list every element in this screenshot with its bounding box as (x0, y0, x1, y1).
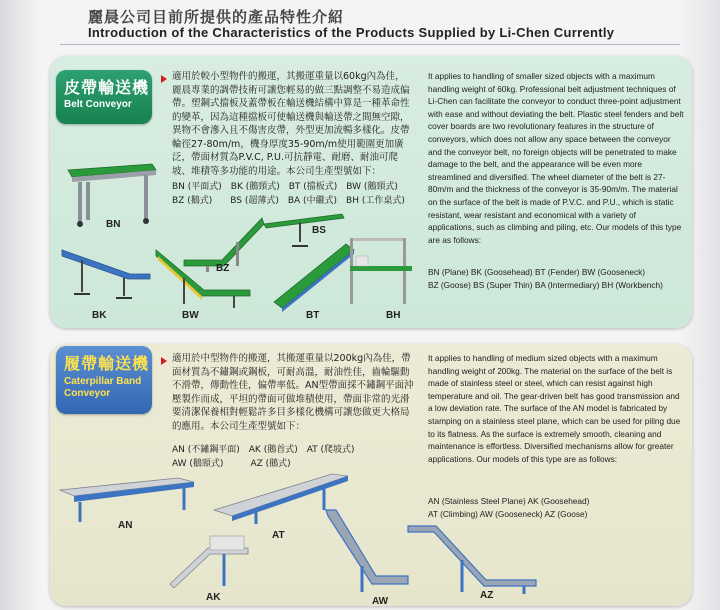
bt-label: BT (306, 310, 320, 321)
az-label: AZ (480, 590, 494, 601)
caterpillar-description-english: It applies to handling of medium sized objects with a maximum handling weight of 200kg. The material on the surface of the belt is made of stainless steel or steel, which can resist against high temperature and oil. The gear-driven belt has good transmission and a low deviation rate. The surface of the AN model is fabricated by stamping on a stainless steel plane, which can be used for piling due to its flatness. As the surface is extremely smooth, cleaning and maintenance is effortless. Diversified mechanisms allow for greater applications. Our models of this type are as follows: (428, 353, 681, 464)
bh-conveyor-image (346, 236, 418, 312)
bk-conveyor-image (60, 246, 156, 306)
ak-conveyor-image (168, 528, 258, 590)
belt-description-english: It applies to handling of smaller sized objects with a maximum handling weight of 60kg. Professional belt adjustment techniques of Li-Chen can facilitate the conveyor to conduct three-point adjustment with ease and without deviating the belt. Plastic steel fenders and belt cover boards are two revolutionary features in the structure of conveyors, which does not allow any space between the conveyor and the conveyor belt, no foreign objects will be penetrated to make damage to the belt, and the appearance will be even more streamlined and diversified. The wheel diameter of the belt is 27-80m/m and the thickness of the conveyor is 35-90m/m. The material on the surface of the belt is made of P.V.C. and P.U., which is static resistant, wear resistant and economical with a variety of applications, such as climbing and piling, etc. Our models of this type are as follows: (428, 71, 684, 245)
belt-models-english-row-2: BZ (Goose) BS (Super Thin) BA (Intermediary) BH (Workbench) (428, 280, 663, 290)
aw-label: AW (372, 596, 389, 607)
bw-conveyor-image (154, 244, 258, 312)
bn-label: BN (106, 219, 121, 230)
caterpillar-title-chinese: 履帶輸送機 (64, 354, 150, 373)
caterpillar-description-chinese: 適用於中型物件的搬運，其搬運重量以200kg內為佳，帶面材質為不鏽鋼或鋼板，可耐高溫，耐油性佳，齒輪驅動不滑帶，傳動性佳，偏帶率低。AN型帶面採不鏽鋼平面沖壓製作而成，平坦的帶面可做堆積使用，帶面非常的光滑要清潔保養相對輕鬆許多目多樣化機構可讓您做更大格局的應用。本公司生產型號如下： (172, 353, 414, 432)
caterpillar-models-chinese-row-2: AW (鵝頸式) AZ (鵝式) (172, 459, 291, 469)
bz-label: BZ (216, 263, 230, 274)
bs-label: BS (312, 225, 326, 236)
page-title-chinese: 麗晨公司目前所提供的產品特性介紹 (88, 8, 345, 26)
page-title-english: Introduction of the Characteristics of the Products Supplied by Li-Chen Currently (88, 25, 615, 40)
az-conveyor-image (406, 520, 542, 596)
caterpillar-bullet-icon (161, 357, 167, 365)
an-conveyor-image (58, 476, 198, 526)
at-label: AT (272, 530, 285, 541)
aw-conveyor-image (322, 506, 412, 598)
belt-models-chinese-row-1: BN (平面式) BK (鵝頸式) BT (擋板式) BW (鵝頸式) (172, 182, 398, 192)
belt-title-english: Belt Conveyor (64, 99, 132, 110)
belt-title-chinese: 皮帶輸送機 (64, 78, 150, 97)
belt-description-chinese: 適用於較小型物件的搬運，其搬運重量以60kg內為佳，麗晨專業的調帶技術可讓您輕易的做三點調整不易造成偏帶。塑鋼式擋板及蓋帶板在輸送機結構中算是一種革命性的變革，因為這種擋板可使輸送機與輸送帶之間無空隙，異物不會滲入且不傷害皮帶，外型更加流暢多樣化。皮帶輪徑27-80m/m，機身厚度35-90m/m使用範圍更加廣泛，帶面材質為P.V.C, P.U.可抗靜電、耐磨、耐油可爬坡、堆積等多功能的用途。本公司生產型號如下： (172, 71, 410, 177)
header-divider (60, 44, 680, 45)
belt-conveyor-title-tab (56, 70, 152, 124)
caterpillar-models-english-row-2: AT (Climbing) AW (Gooseneck) AZ (Goose) (428, 509, 588, 519)
belt-bullet-icon (161, 75, 167, 83)
ak-label: AK (206, 592, 221, 603)
bh-label: BH (386, 310, 401, 321)
bt-conveyor-image (272, 240, 356, 312)
caterpillar-title-english: Caterpillar Band Conveyor (64, 376, 142, 399)
caterpillar-models-chinese-row-1: AN (不鏽鋼平面) AK (鵝首式) AT (爬坡式) (172, 445, 355, 455)
belt-models-chinese-row-2: BZ (鵝式) BS (超薄式) BA (中繼式) BH (工作桌式) (172, 196, 405, 206)
belt-models-english-row-1: BN (Plane) BK (Goosehead) BT (Fender) BW (Gooseneck) (428, 267, 646, 277)
caterpillar-conveyor-title-tab (56, 346, 152, 414)
bw-label: BW (182, 310, 199, 321)
caterpillar-models-english-row-1: AN (Stainless Steel Plane) AK (Goosehead) (428, 496, 590, 506)
an-label: AN (118, 520, 133, 531)
bk-label: BK (92, 310, 107, 321)
